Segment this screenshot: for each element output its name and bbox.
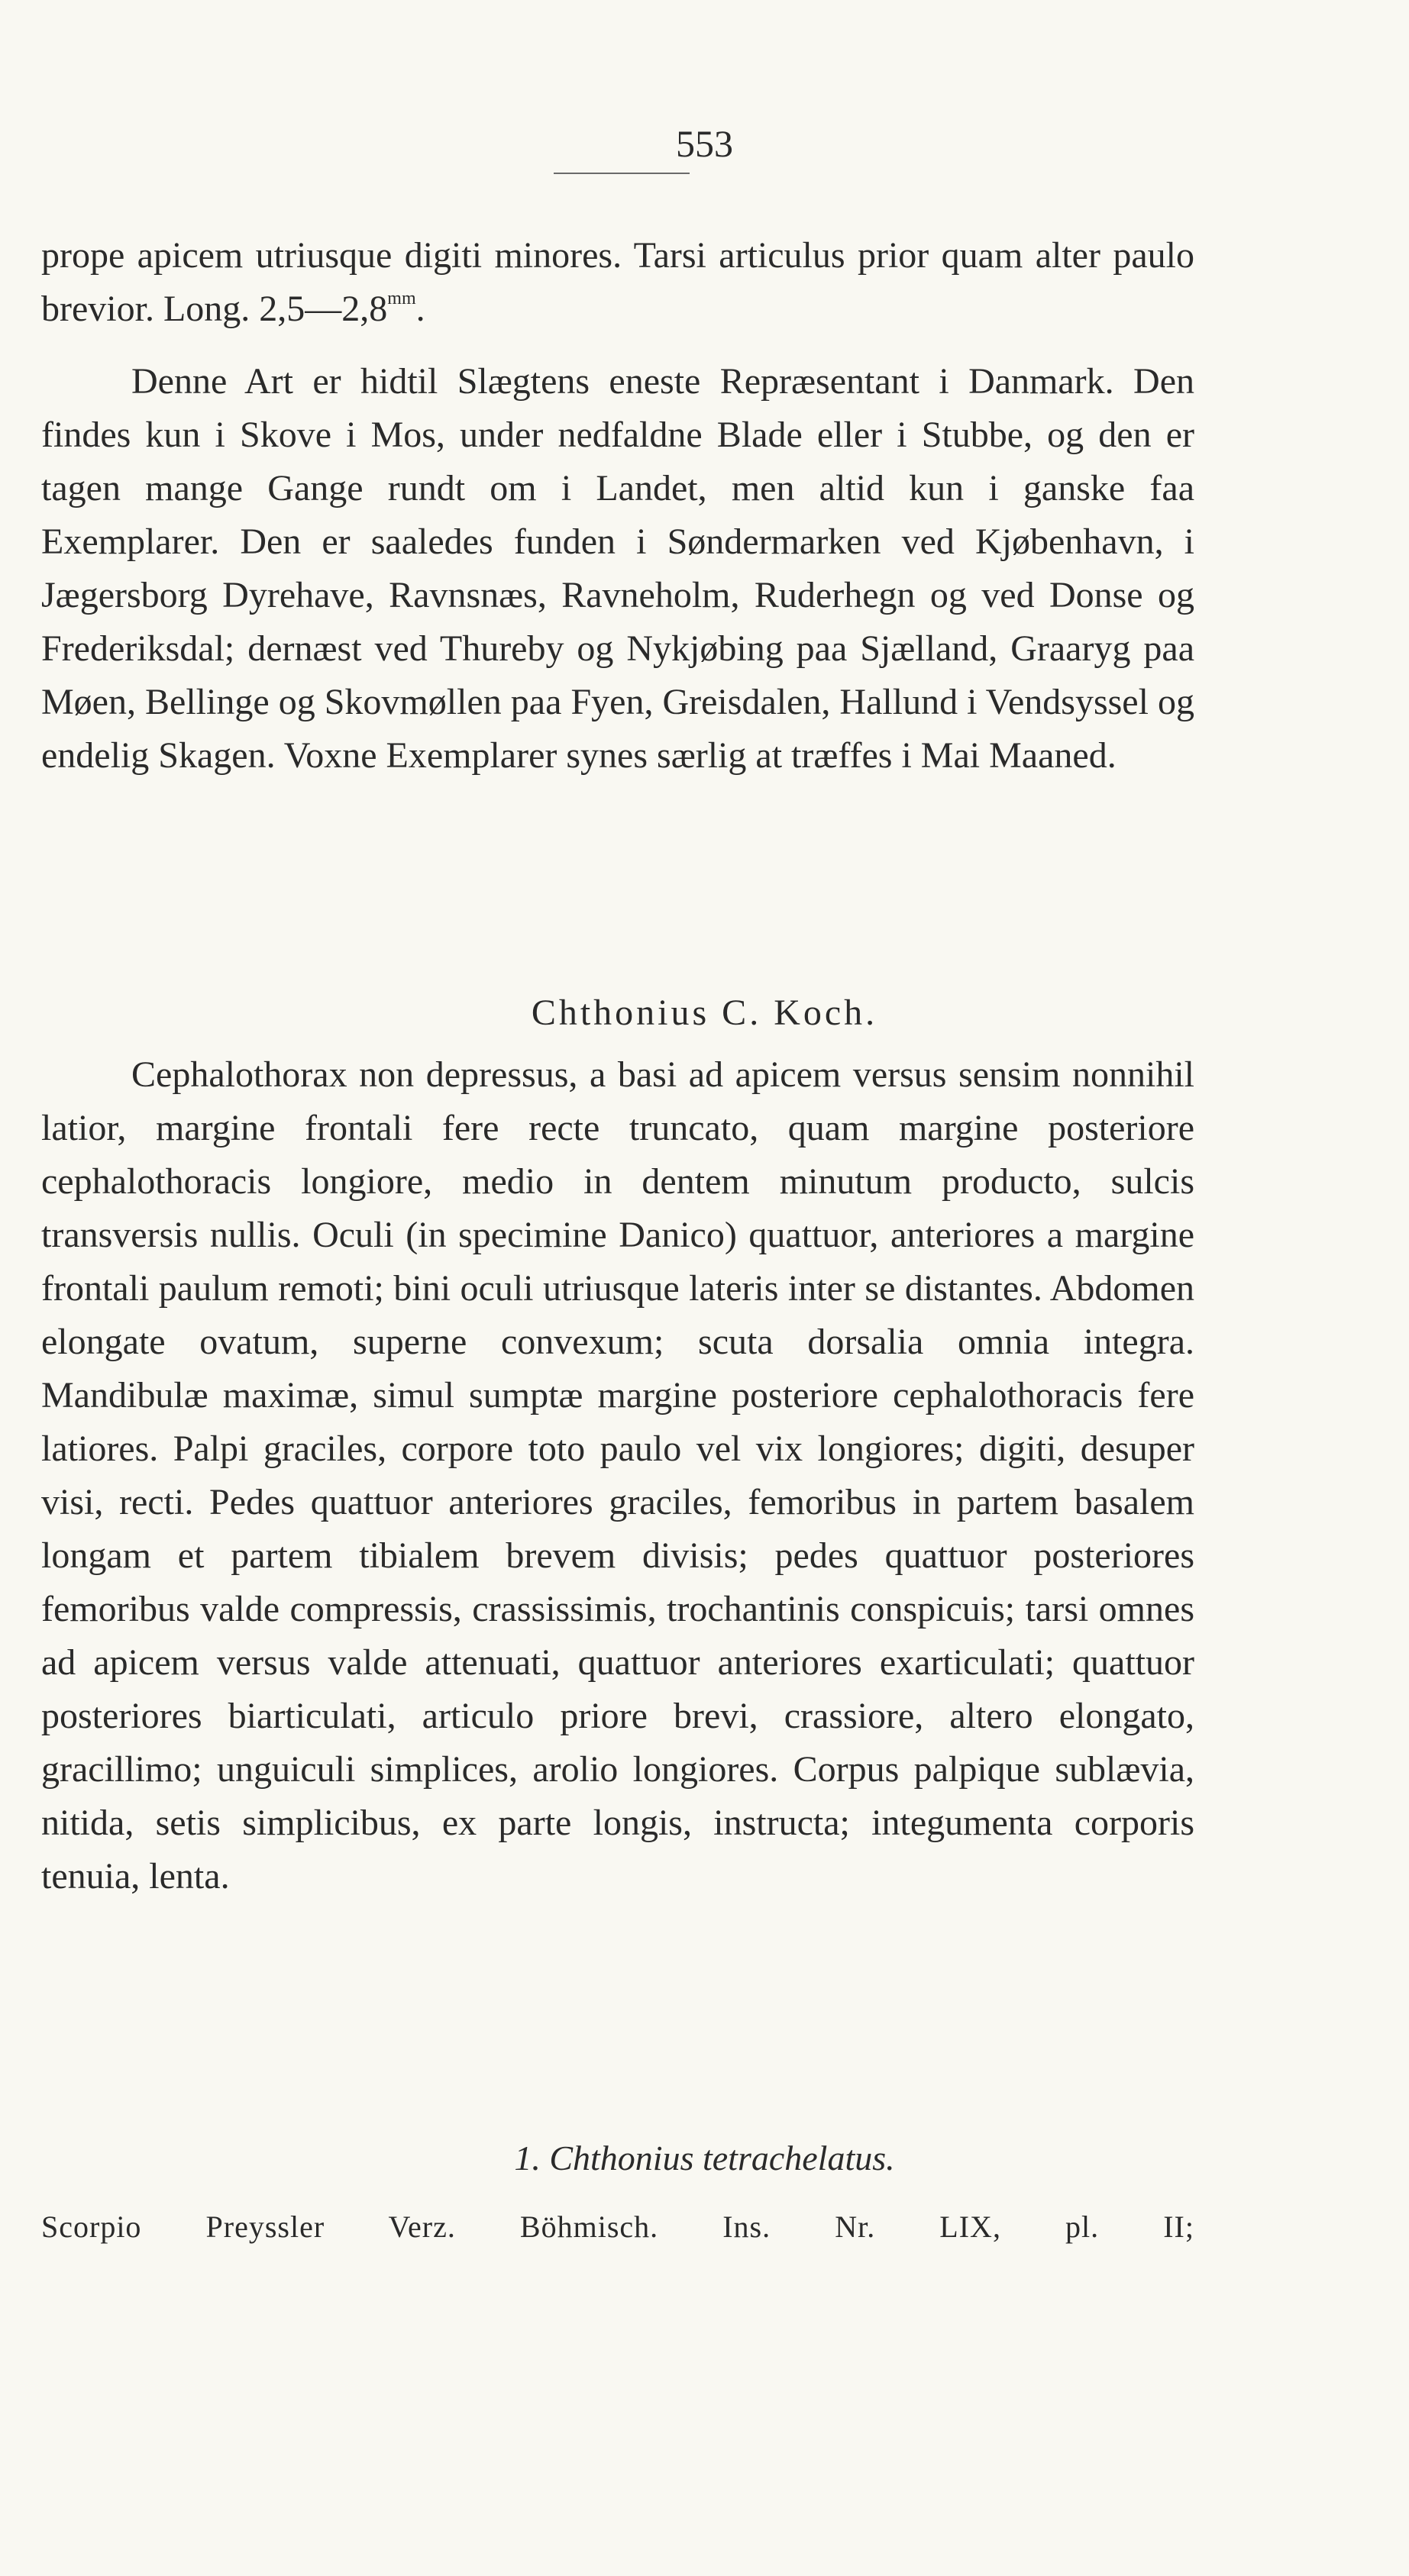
- continued-paragraph-end: .: [415, 289, 425, 329]
- genus-heading: Chthonius C. Koch.: [531, 993, 878, 1033]
- species-name: Chthonius tetrachelatus.: [549, 2139, 895, 2177]
- species-number: 1.: [514, 2139, 541, 2177]
- continued-paragraph: [41, 229, 1194, 336]
- page-number-underline: [554, 173, 690, 174]
- millimetre-unit: mm: [387, 289, 416, 308]
- species-heading: [0, 2135, 1409, 2181]
- continued-paragraph-text: prope apicem utriusque digiti minores. Tarsi articulus prior quam alter paulo brevior. Long. 2,5—2,8: [41, 235, 1194, 329]
- synonymy-citation: Scorpio Preyssler Verz. Böhmisch. Ins. Nr. LIX, pl. II;: [41, 2210, 1194, 2244]
- page-number: 553: [676, 122, 733, 165]
- paragraph-distribution: Denne Art er hidtil Slægtens eneste Repræsentant i Danmark. Den findes kun i Skove i Mos, under nedfaldne Blade eller i Stubbe, og den er tagen mange Gange rundt om i Landet, men altid kun i ganske faa Exemplarer. Den er saaledes funden i Søndermarken ved Kjøbenhavn, i Jægersborg Dyrehave, Ravnsnæs, Ravneholm, Ruderhegn og ved Donse og Frederiksdal; dernæst ved Thureby og Nykjøbing paa Sjælland, Graaryg paa Møen, Bellinge og Skovmøllen paa Fyen, Greisdalen, Hallund i Vendsyssel og endelig Skagen. Voxne Exemplarer synes særlig at træffes i Mai Maaned.: [41, 361, 1194, 776]
- paragraph-genus-description: Cephalothorax non depressus, a basi ad apicem versus sensim nonnihil latior, margine frontali fere recte truncato, quam margine posteriore cephalothoracis longiore, medio in dentem minutum producto, sulcis transversis nullis. Oculi (in specimine Danico) quattuor, anteriores a margine frontali paulum remoti; bini oculi utriusque lateris inter se distantes. Abdomen elongate ovatum, superne convexum; scuta dorsalia omnia integra. Mandibulæ maximæ, simul sumptæ margine posteriore cephalothoracis fere latiores. Palpi graciles, corpore toto paulo vel vix longiores; digiti, desuper visi, recti. Pedes quattuor anteriores graciles, femoribus in partem basalem longam et partem tibialem brevem divisis; pedes quattuor posteriores femoribus valde compressis, crassissimis, trochantinis conspicuis; tarsi omnes ad apicem versus valde attenuati, quattuor anteriores exarticulati; quattuor posteriores biarticulati, articulo priore brevi, crassiore, altero elongato, gracillimo; unguiculi simplices, arolio longiores. Corpus palpique sublævia, nitida, setis simplicibus, ex parte longis, instructa; integumenta corporis tenuia, lenta.: [41, 1054, 1194, 1896]
